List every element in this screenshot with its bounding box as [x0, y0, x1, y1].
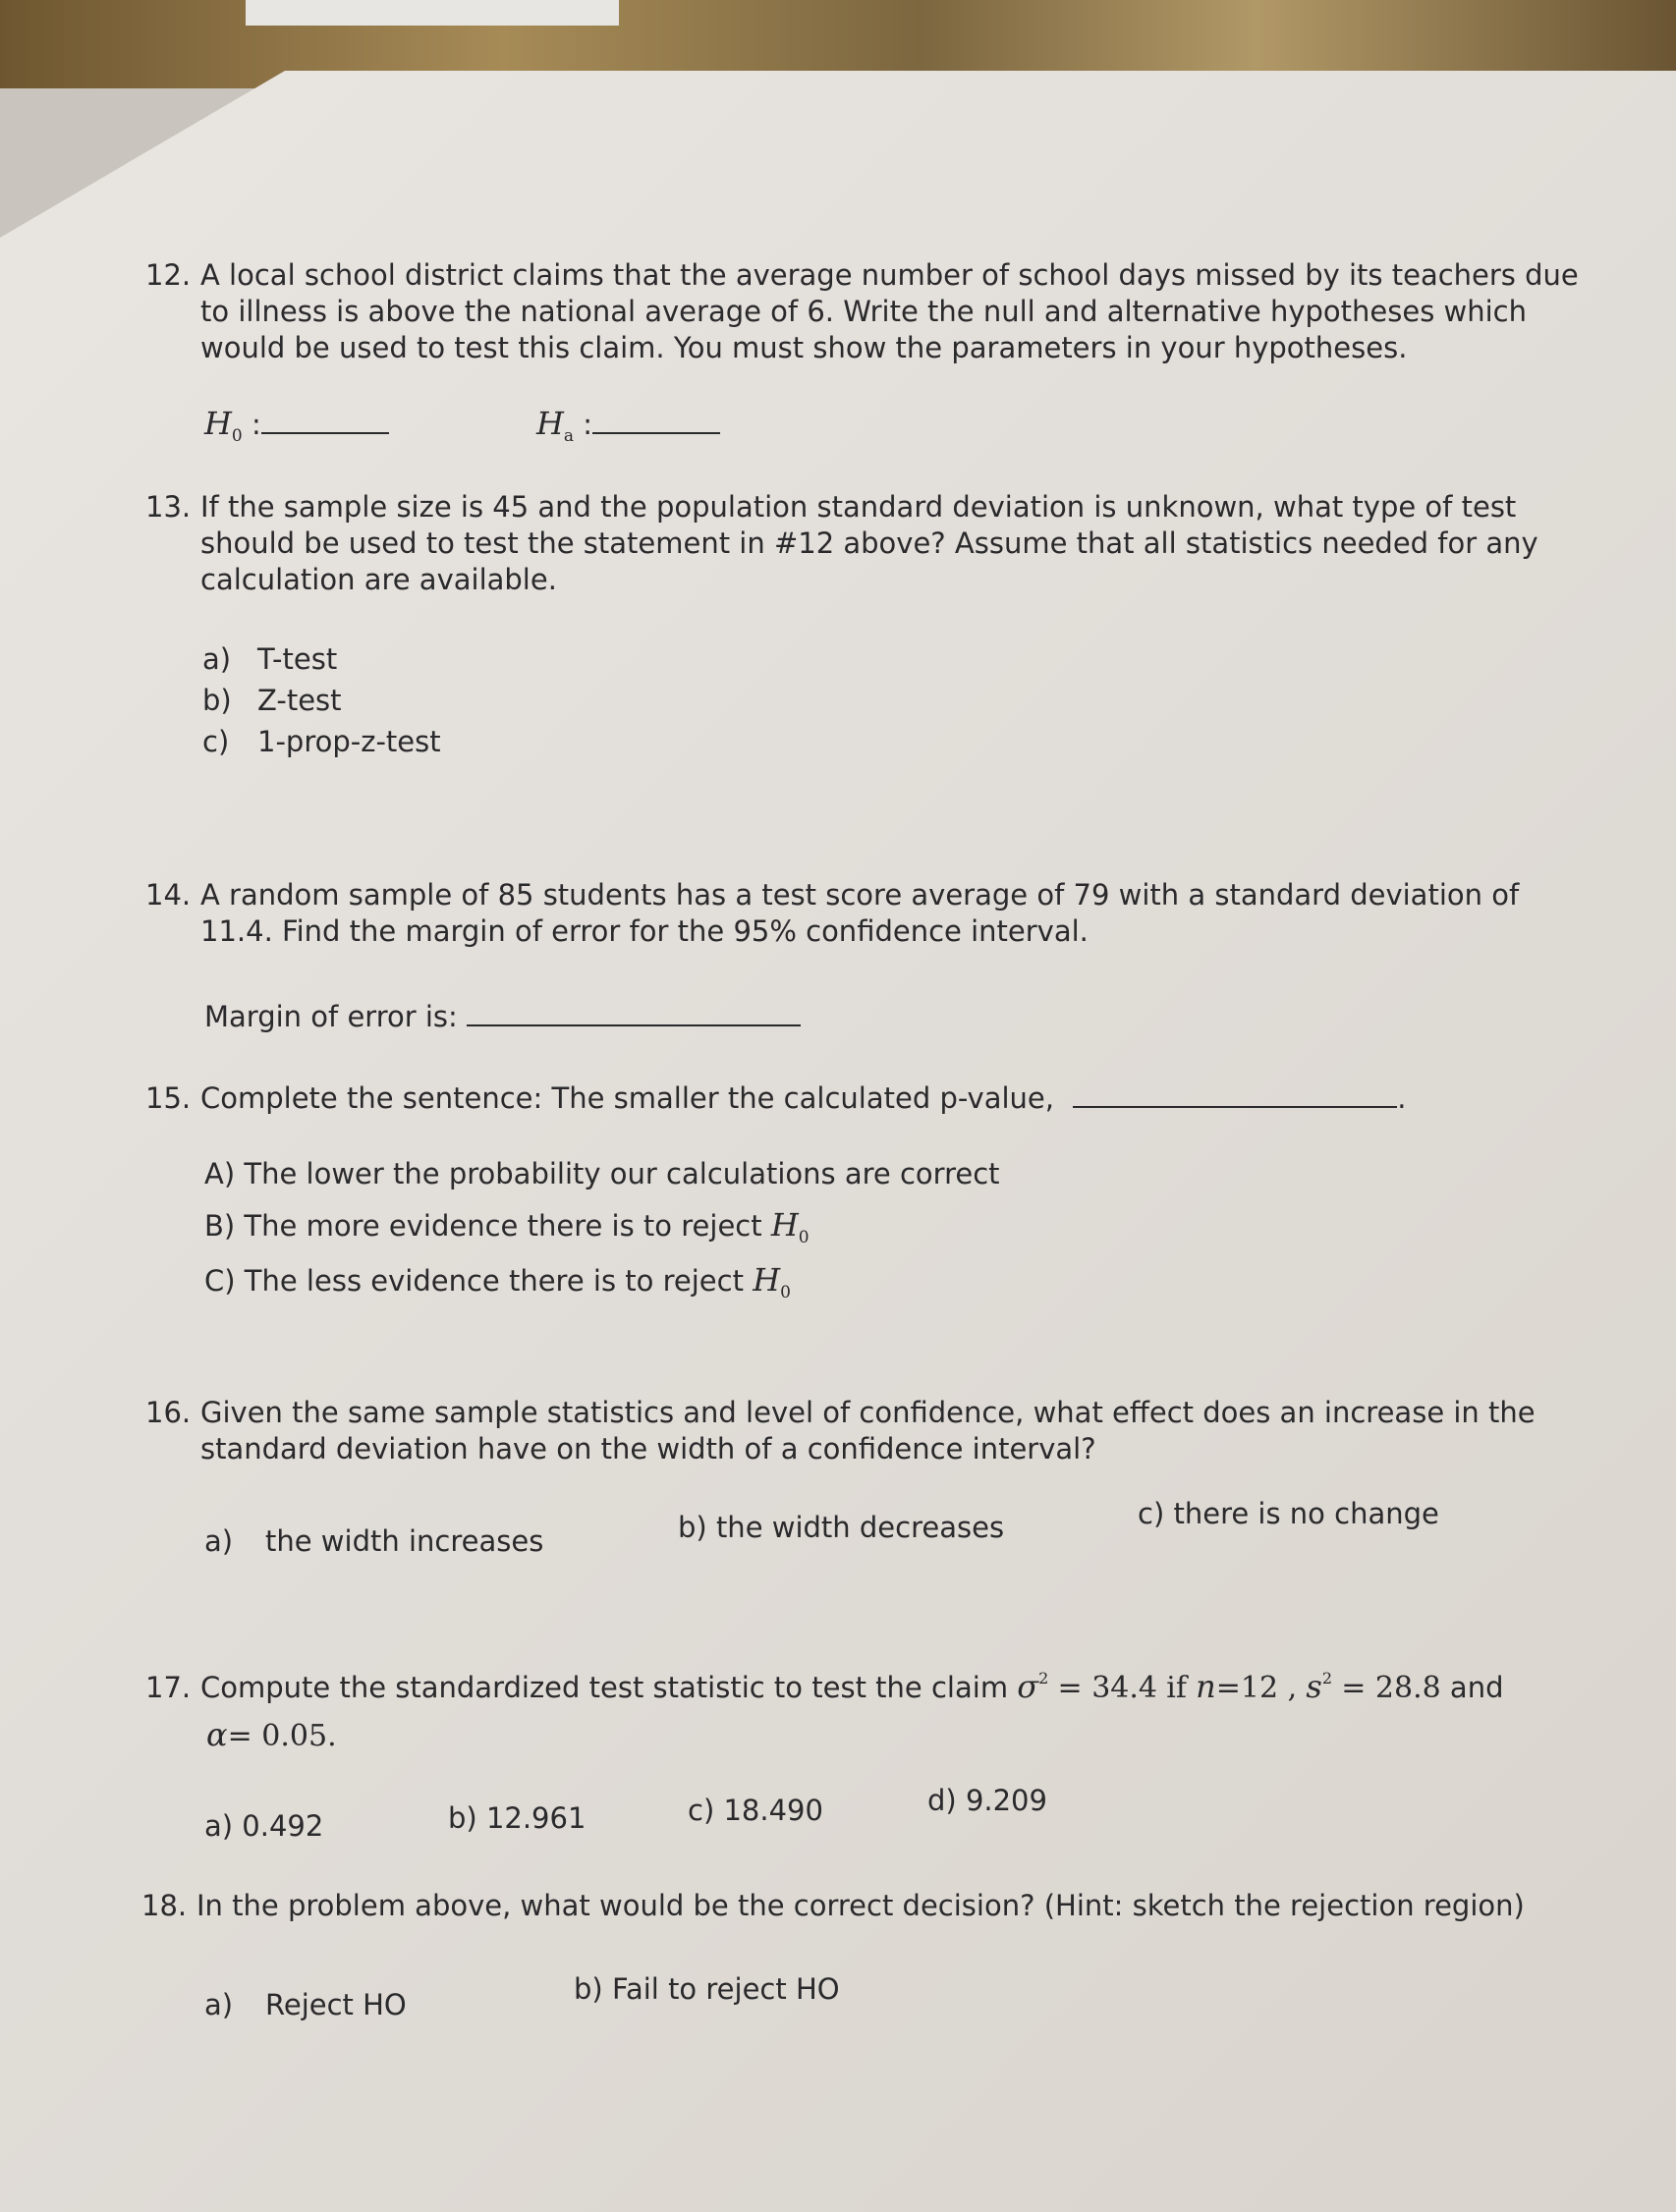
q13-option-c-letter: c) [202, 725, 230, 758]
q13-option-b-text: Z-test [257, 684, 342, 717]
q15-blank[interactable] [1073, 1106, 1397, 1108]
q17-n-symbol: n [1196, 1668, 1216, 1705]
h0-colon: : [251, 408, 261, 441]
q12-line-1 [145, 257, 1579, 294]
q17-alpha-symbol: α [206, 1716, 228, 1753]
q17-number: 17. [145, 1671, 192, 1704]
q17-sigma-exponent: 2 [1038, 1669, 1049, 1687]
ha-blank[interactable] [592, 432, 720, 434]
q18-text: In the problem above, what would be the correct decision? (Hint: sketch the rejection region) [196, 1889, 1525, 1922]
q16-option-a-letter: a) [204, 1524, 234, 1558]
q17-s-symbol: s [1306, 1668, 1322, 1705]
q16-option-c[interactable] [1138, 1497, 1439, 1530]
q14-text-2: 11.4. Find the margin of error for the 95% confidence interval. [200, 914, 1089, 948]
q17-s-value: = 28.8 [1341, 1671, 1441, 1705]
q17-claim-value: = 34.4 [1057, 1671, 1158, 1705]
q17-option-b-text: b) 12.961 [448, 1801, 587, 1835]
q12-number: 12. [145, 258, 192, 292]
q17-s-exponent: 2 [1321, 1669, 1332, 1687]
q16-option-c-text: c) there is no change [1138, 1497, 1439, 1530]
question-12 [145, 257, 1579, 366]
q17-n-value: =12 , [1215, 1671, 1298, 1705]
margin-of-error-answer[interactable] [204, 1000, 801, 1033]
q12-text-1: A local school district claims that the average number of school days missed by its teachers due [200, 258, 1579, 292]
question-17 [145, 1660, 1503, 1706]
q18-number: 18. [141, 1889, 188, 1922]
underlying-sheet [246, 0, 619, 26]
q17-option-c[interactable] [688, 1794, 823, 1827]
q16-option-a-text: the width increases [265, 1524, 544, 1558]
q18-option-a-letter: a) [204, 1988, 234, 2021]
q16-text-2: standard deviation have on the width of a confidence interval? [200, 1432, 1096, 1465]
q16-option-b-text: b) the width decreases [678, 1511, 1005, 1544]
q15-period: . [1397, 1081, 1407, 1115]
q16-text-1: Given the same sample statistics and level of confidence, what effect does an increase in the [200, 1396, 1536, 1429]
q15-option-a[interactable] [204, 1157, 1000, 1190]
q17-text: Compute the standardized test statistic to test the claim [200, 1671, 1009, 1704]
margin-of-error-blank[interactable] [467, 1024, 801, 1026]
q15-option-b-subscript: 0 [798, 1228, 810, 1247]
q18-option-b-text: b) Fail to reject HO [574, 1972, 840, 2006]
q18-option-a[interactable] [204, 1988, 407, 2021]
margin-of-error-label: Margin of error is: [204, 1000, 458, 1033]
q15-option-a-text: A) The lower the probability our calculations are correct [204, 1157, 1000, 1190]
h0-blank[interactable] [261, 432, 389, 434]
q13-option-a[interactable] [202, 642, 337, 676]
q16-option-b[interactable] [678, 1511, 1004, 1544]
q17-alpha-value: = 0.05. [227, 1719, 337, 1753]
q13-option-c[interactable] [202, 725, 441, 758]
q13-option-b[interactable] [202, 684, 342, 717]
q15-option-c-symbol: H [753, 1261, 781, 1299]
ha-answer[interactable] [536, 405, 720, 446]
question-15 [145, 1080, 1406, 1117]
q15-option-b-symbol: H [770, 1206, 799, 1244]
q17-option-d[interactable] [927, 1784, 1047, 1817]
q13-text-1: If the sample size is 45 and the population standard deviation is unknown, what type of test [200, 490, 1517, 524]
q17-sigma-symbol: σ [1017, 1668, 1039, 1705]
q17-option-a[interactable] [204, 1809, 323, 1843]
q14-text-1: A random sample of 85 students has a test score average of 79 with a standard deviation of [200, 878, 1520, 912]
q14-number: 14. [145, 878, 192, 912]
q15-number: 15. [145, 1081, 192, 1115]
q13-text-2: should be used to test the statement in #12 above? Assume that all statistics needed for any [200, 526, 1538, 560]
q18-option-a-text: Reject HO [265, 1988, 407, 2021]
q13-number: 13. [145, 490, 192, 524]
q12-text-3: would be used to test this claim. You must show the parameters in your hypotheses. [200, 331, 1408, 364]
q17-and: and [1449, 1671, 1504, 1704]
q13-option-c-text: 1-prop-z-test [257, 725, 441, 758]
q13-option-a-letter: a) [202, 642, 232, 676]
q17-option-c-text: c) 18.490 [688, 1794, 823, 1827]
q13-option-b-letter: b) [202, 684, 232, 717]
ha-colon: : [583, 408, 593, 441]
ha-symbol: H [536, 405, 564, 442]
question-13 [145, 489, 1538, 598]
q15-option-b-text: B) The more evidence there is to reject [204, 1209, 762, 1243]
q16-number: 16. [145, 1396, 192, 1429]
q16-option-a[interactable] [204, 1524, 543, 1558]
q17-option-b[interactable] [448, 1801, 586, 1835]
question-18 [141, 1888, 1525, 1924]
q15-text: Complete the sentence: The smaller the calculated p-value, [200, 1081, 1054, 1115]
q15-option-c-subscript: 0 [780, 1283, 791, 1302]
q13-text-3: calculation are available. [200, 563, 557, 596]
q15-option-c[interactable] [204, 1261, 791, 1302]
q17-alpha-line [206, 1717, 337, 1754]
h0-subscript: 0 [231, 426, 243, 446]
q15-option-c-text: C) The less evidence there is to reject [204, 1264, 744, 1298]
ha-subscript: a [563, 426, 575, 446]
q18-option-b[interactable] [574, 1972, 840, 2006]
question-16 [145, 1395, 1536, 1467]
q12-text-2: to illness is above the national average of 6. Write the null and alternative hypotheses which [200, 295, 1528, 328]
q17-if: if [1166, 1671, 1187, 1705]
q17-option-a-text: a) 0.492 [204, 1809, 324, 1843]
h0-symbol: H [204, 405, 232, 442]
h0-answer[interactable] [204, 405, 389, 446]
question-14 [145, 877, 1519, 950]
q15-option-b[interactable] [204, 1206, 810, 1247]
q13-option-a-text: T-test [257, 642, 338, 676]
q17-option-d-text: d) 9.209 [927, 1784, 1047, 1817]
